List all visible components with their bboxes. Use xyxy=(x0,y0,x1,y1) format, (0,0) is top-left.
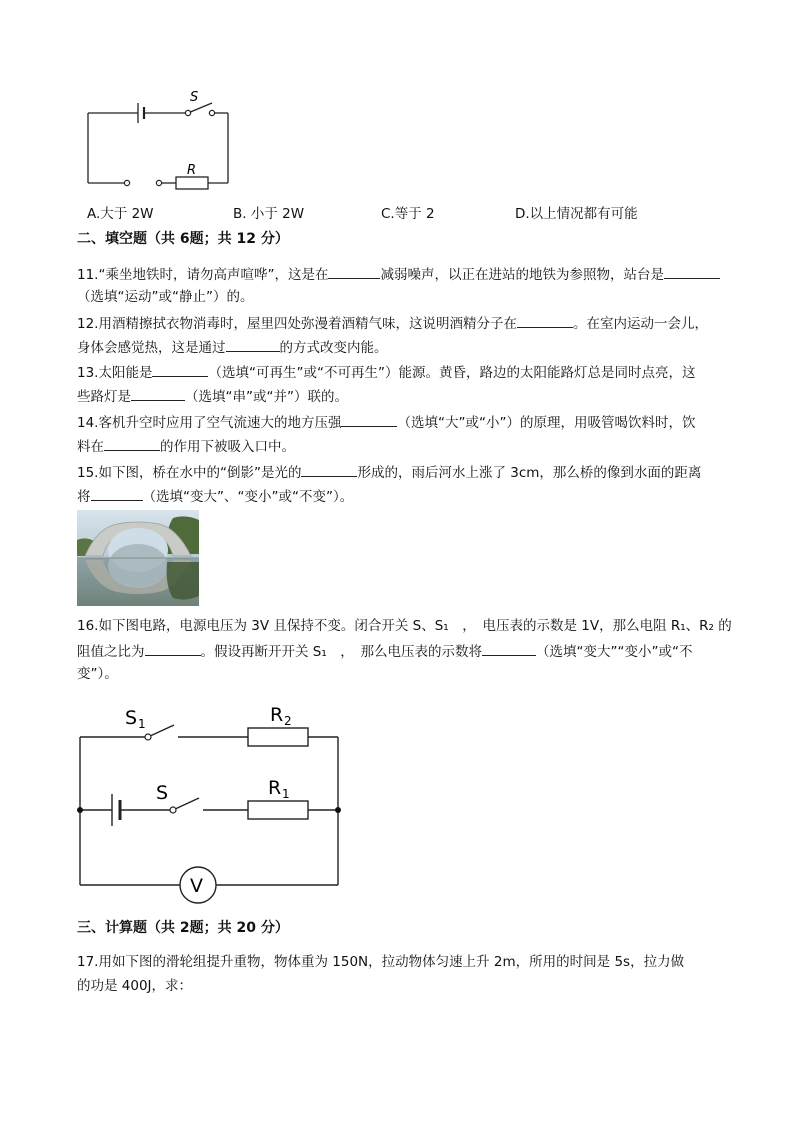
question-13-line-1 xyxy=(77,362,695,382)
q14-text-a: 14.客机升空时应用了空气流速大的地方压强 xyxy=(77,415,342,431)
question-11-line-1 xyxy=(77,264,720,284)
q11-text-a: 11.“乘坐地铁时，请勿高声喧哗”，这是在 xyxy=(77,267,329,283)
junction-left xyxy=(77,807,83,813)
q13-blank-1 xyxy=(152,362,208,377)
question-13-line-2 xyxy=(77,386,348,406)
q15-text-d: （选填“变大”、“变小”或“不变”）。 xyxy=(142,489,354,505)
question-15-line-2 xyxy=(77,486,353,506)
question-12-line-1 xyxy=(77,313,708,333)
bridge-reflection-photo xyxy=(77,510,199,606)
section-heading-calculation: 三、计算题（共 2题；共 20 分） xyxy=(77,920,289,936)
label-r2-subscript: 2 xyxy=(284,714,292,728)
q12-blank-2 xyxy=(226,337,280,352)
q13-text-d: （选填“串”或“并”）联的。 xyxy=(185,389,348,405)
q11-blank-1 xyxy=(328,264,380,279)
q12-text-a: 12.用酒精擦拭衣物消毒时，屋里四处弥漫着酒精气味，这说明酒精分子在 xyxy=(77,316,517,332)
q16-text-a: 16.如下图电路，电源电压为 3V 且保持不变。闭合开关 S、S₁ ， 电压表的示数是 1V，那么电阻 R₁、R₂ 的 xyxy=(77,618,732,634)
q16-text-c: 。假设再断开开关 S₁ ， 那么电压表的示数将 xyxy=(200,644,483,660)
q15-text-c: 将 xyxy=(77,489,91,505)
q16-text-d: （选填“变大”“变小”或“不 xyxy=(536,644,693,660)
q12-blank-1 xyxy=(517,313,573,328)
q11-blank-2 xyxy=(664,264,720,279)
q11-text-b: 减弱噪声，以正在进站的地铁为参照物，站台是 xyxy=(380,267,664,283)
option-b: B. 小于 2W xyxy=(233,206,305,222)
switch-s-blade xyxy=(173,798,199,810)
option-c: C.等于 2 xyxy=(381,206,435,222)
label-r1: R xyxy=(268,777,282,799)
q12-text-b: 。在室内运动一会儿， xyxy=(572,316,708,332)
question-14-line-1 xyxy=(77,412,695,432)
question-12-line-2 xyxy=(77,337,388,357)
q13-text-b: （选填“可再生”或“不可再生”）能源。黄昏，路边的太阳能路灯总是同时点亮，这 xyxy=(208,365,696,381)
section-heading-fill-in: 二、填空题（共 6题；共 12 分） xyxy=(77,231,289,247)
q17-text-b: 的功是 400J，求： xyxy=(77,978,193,994)
question-16-line-2 xyxy=(77,641,693,661)
q12-text-c: 身体会感觉热，这是通过 xyxy=(77,340,226,356)
label-s: S xyxy=(156,782,169,804)
junction-right xyxy=(335,807,341,813)
q14-text-b: （选填“大”或“小”）的原理，用吸管喝饮料时，饮 xyxy=(397,415,696,431)
q15-blank-1 xyxy=(301,462,357,477)
switch-label: S xyxy=(190,90,199,105)
question-15-line-1 xyxy=(77,462,701,482)
option-d: D.以上情况都有可能 xyxy=(515,206,638,222)
switch-s1-blade xyxy=(148,725,174,737)
resistor-label: R xyxy=(187,163,197,178)
q13-text-a: 13.太阳能是 xyxy=(77,365,153,381)
circuit-diagram-top xyxy=(80,85,240,195)
question-14-line-2 xyxy=(77,436,295,456)
q12-text-d: 的方式改变内能。 xyxy=(279,340,388,356)
q15-blank-2 xyxy=(91,486,143,501)
label-r2: R xyxy=(270,704,284,726)
label-s1: S xyxy=(125,707,138,729)
circuit-diagram-q16 xyxy=(70,695,360,910)
q11-text-c: （选填“运动”或“静止”）的。 xyxy=(77,289,254,305)
q14-blank-1 xyxy=(341,412,397,427)
q16-blank-1 xyxy=(145,641,201,656)
q13-blank-2 xyxy=(131,386,185,401)
option-a: A.大于 2W xyxy=(87,206,154,222)
q14-text-d: 的作用下被吸入口中。 xyxy=(160,439,295,455)
q16-text-e: 变”）。 xyxy=(77,666,118,682)
label-voltmeter: V xyxy=(190,875,203,897)
resistor-r1 xyxy=(248,801,308,819)
q16-blank-2 xyxy=(482,641,536,656)
q13-text-c: 些路灯是 xyxy=(77,389,131,405)
q14-text-c: 料在 xyxy=(77,439,104,455)
label-s1-subscript: 1 xyxy=(138,717,146,731)
resistor-r2 xyxy=(248,728,308,746)
q15-text-a: 15.如下图，桥在水中的“倒影”是光的 xyxy=(77,465,302,481)
q14-blank-2 xyxy=(104,436,160,451)
q15-text-b: 形成的，雨后河水上涨了 3cm，那么桥的像到水面的距离 xyxy=(357,465,702,481)
q17-text-a: 17.用如下图的滑轮组提升重物，物体重为 150N，拉动物体匀速上升 2m，所用的时间是 5s，拉力做 xyxy=(77,954,685,970)
q16-text-b: 阻值之比为 xyxy=(77,644,145,660)
resistor-r xyxy=(176,177,208,189)
label-r1-subscript: 1 xyxy=(282,787,290,801)
